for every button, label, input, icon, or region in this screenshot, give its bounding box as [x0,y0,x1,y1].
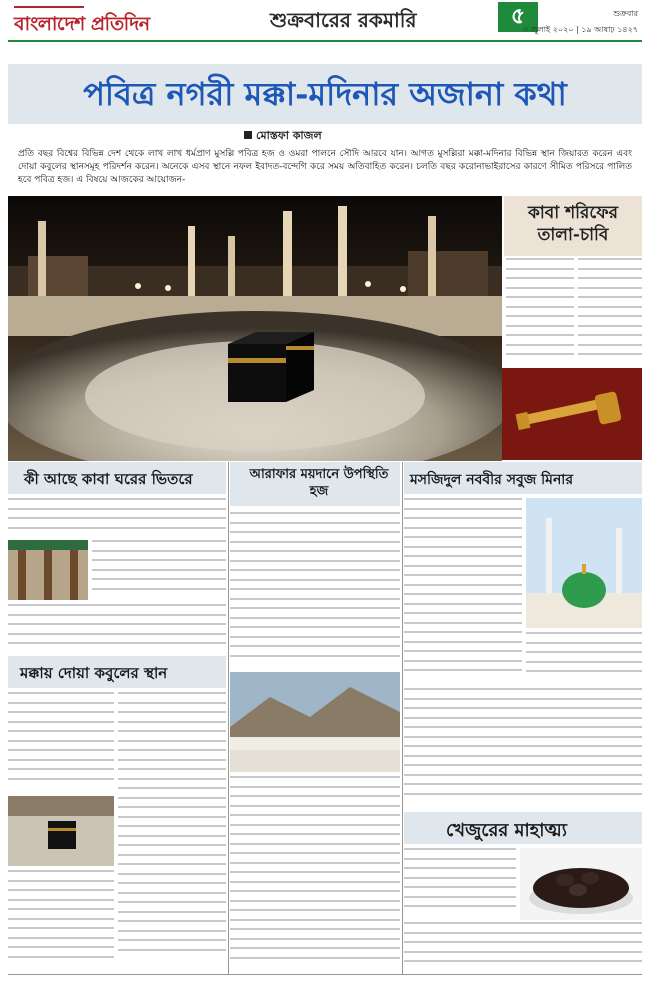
byline-square-icon [244,131,252,139]
dua-text-col2 [118,692,226,972]
dates-bowl-photo [520,848,642,920]
section-title: শুক্রবারের রকমারি [270,8,417,32]
page-number: ৫ [498,2,538,32]
byline-author: মোস্তফা কাজল [256,129,322,142]
kaaba-crowd-illustration [8,796,114,866]
masthead [0,0,650,62]
nabawi-text-bottom [404,688,642,808]
dates-text-top [404,848,516,918]
kaba-key-column-1 [506,258,574,368]
arafat-crowd-illustration [230,672,400,772]
dua-text-col1-bottom [8,870,114,974]
kaba-key-heading-box [504,196,642,256]
inside-kaba-text-bottom [8,604,226,652]
arafat-text [230,512,400,672]
arafat-text-bottom [230,776,400,972]
kaaba-crowd-photo [8,796,114,866]
column-divider-left [228,462,229,974]
kaba-key-photo [502,368,642,460]
nabawi-text-col2 [526,632,642,684]
inside-kaba-heading: কী আছে কাবা ঘরের ভিতরে [24,470,193,488]
dates-bowl-illustration [520,848,642,920]
kaaba-interior-illustration [8,540,88,600]
byline [244,127,322,146]
nabawi-heading: মসজিদুল নববীর সবুজ মিনার [410,472,574,488]
green-dome-illustration [526,498,642,628]
page-headline: পবিত্র নগরী মক্কা-মদিনার অজানা কথা [83,75,567,113]
dates-heading: খেজুরের মাহাত্ম্য [446,820,567,841]
logo-accent-line [14,6,84,8]
kaaba-night-illustration [8,196,502,461]
golden-key-illustration [502,368,642,460]
dates-text-bottom [404,922,642,974]
masthead-rule [8,40,642,42]
kaaba-interior-photo [8,540,88,600]
dua-heading: মক্কায় দোয়া কবুলের স্থান [20,664,168,682]
inside-kaba-text-mid [92,540,226,602]
kaba-key-heading: কাবা শরিফের তালা-চাবি [527,203,618,245]
headline-band [8,64,642,124]
arafat-crowd-photo [230,672,400,772]
newspaper-logo: বাংলাদেশ প্রতিদিন [14,13,150,35]
kaaba-night-photo [8,196,502,461]
dua-text-col1-top [8,692,114,792]
kaba-key-column-2 [578,258,642,368]
page-bottom-rule [8,974,642,975]
column-divider-right [402,462,403,974]
arafat-heading: আরাফার ময়দানে উপস্থিতি হজ [249,467,389,499]
issue-date: ৩ জুলাই ২০২০ | ১৯ আষাঢ় ১৪২৭ [522,25,638,34]
issue-day: শুক্রবার [613,9,638,18]
intro-paragraph: প্রতি বছর বিশ্বের বিভিন্ন দেশ থেকে লাখ লাখ ধর্মপ্রাণ মুসল্লি পবিত্র হজ ও ওমরা পালনে সৌদি আরবে যান। আগত মুসল্লিরা মক্কা-মদিনার বিভিন্ন স্থান জিয়ারত করেন এবং দোয়া কবুলের স্থানসমূহ পরিদর্শন করেন। অনেকে এসব স্থানে নফল ইবাদত-বন্দেগি করে সময় অতিবাহিত করেন। চলতি বছর করোনাভাইরাসের কারণে সীমিত পরিসরে পালিত হবে পবিত্র হজ। এ বিষয়ে আজকের আয়োজন- [18,149,632,185]
green-dome-photo [526,498,642,628]
nabawi-text-col1 [404,498,522,684]
inside-kaba-text-top [8,498,226,538]
